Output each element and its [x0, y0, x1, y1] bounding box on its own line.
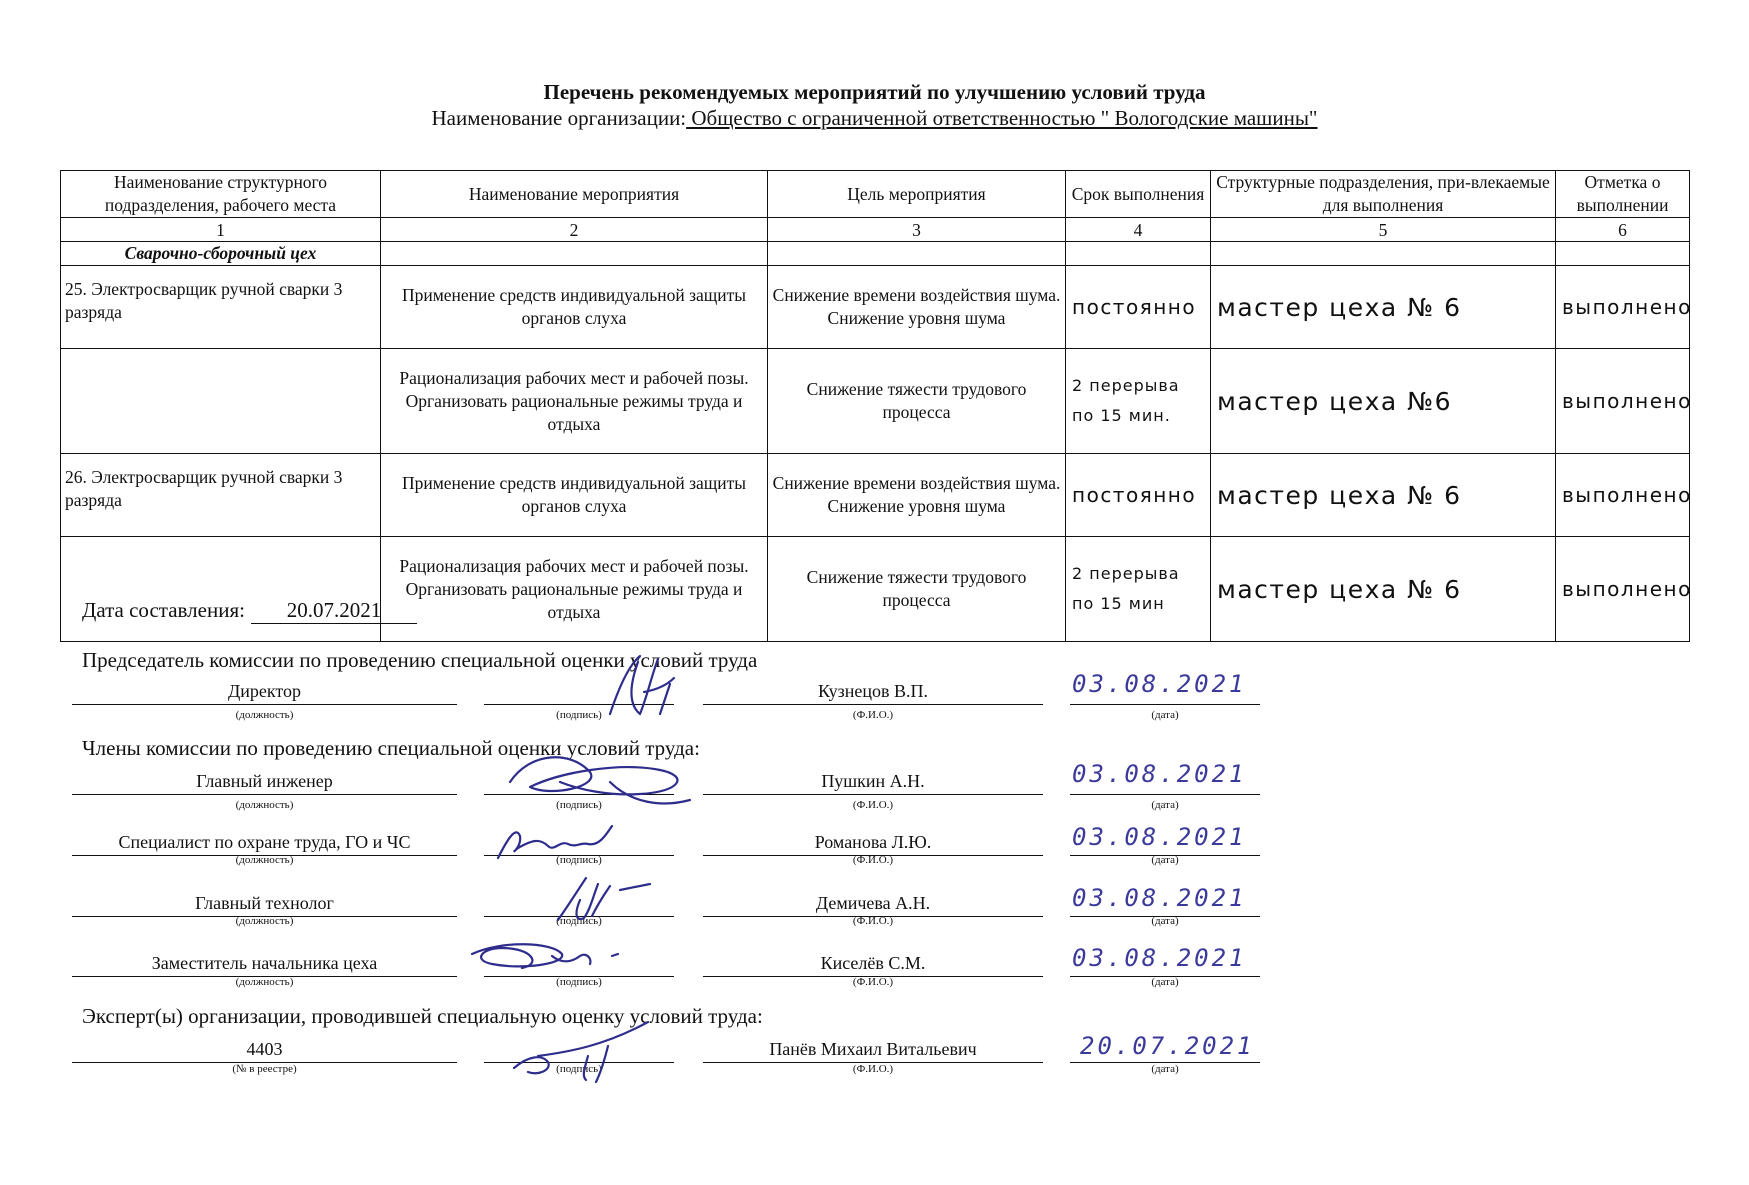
date-caption: (дата) [1151, 1063, 1179, 1075]
member-position: Специалист по охране труда, ГО и ЧС [118, 832, 411, 852]
column-header-workplace: Наименование структурного подразделения, рабочего места [61, 171, 381, 218]
goal-cell: Снижение тяжести трудового процесса [768, 537, 1066, 642]
member-signature [462, 934, 642, 984]
units-cell: мастер цеха № 6 [1211, 266, 1556, 349]
units-cell: мастер цеха № 6 [1211, 454, 1556, 537]
column-number: 2 [381, 218, 768, 242]
chairman-heading: Председатель комиссии по проведению специальной оценки условий труда [82, 648, 758, 672]
expert-name: Панёв Михаил Витальевич [769, 1039, 977, 1059]
measures-table [60, 170, 1690, 642]
member-date: 03.08.2021 [1072, 884, 1247, 912]
position-caption: (должность) [235, 915, 294, 927]
member-signature [490, 742, 700, 812]
column-number: 5 [1211, 218, 1556, 242]
column-header-mark: Отметка о выполнении [1556, 171, 1690, 218]
signature-caption: (подпись) [556, 976, 602, 988]
table-row [61, 454, 1690, 537]
member-date: 03.08.2021 [1072, 823, 1247, 851]
chairman-date: 03.08.2021 [1072, 670, 1247, 698]
column-number: 4 [1066, 218, 1211, 242]
member-name-field [703, 771, 1043, 795]
organization-line [0, 106, 1749, 131]
signature-caption: (подпись) [556, 709, 602, 721]
date-caption: (дата) [1151, 976, 1179, 988]
fio-caption: (Ф.И.О.) [852, 1063, 894, 1075]
goal-cell: Снижение тяжести трудового процесса [768, 349, 1066, 454]
section-name: Сварочно-сборочный цех [61, 242, 381, 266]
column-number: 6 [1556, 218, 1690, 242]
expert-registry-number: 4403 [246, 1039, 283, 1059]
compiled-date-value: 20.07.2021 [251, 598, 417, 624]
term-cell: 2 перерыва по 15 мин. [1066, 349, 1211, 454]
term-cell: 2 перерыва по 15 мин [1066, 537, 1211, 642]
member-name: Пушкин А.Н. [821, 771, 925, 791]
member-name-field [703, 953, 1043, 977]
column-number: 3 [768, 218, 1066, 242]
date-caption: (дата) [1151, 799, 1179, 811]
measure-cell: Рационализация рабочих мест и рабочей позы. Организовать рациональные режимы труда и отдыха [381, 349, 768, 454]
column-header-units: Структурные подразделения, при-влекаемые для выполнения [1211, 171, 1556, 218]
expert-date: 20.07.2021 [1080, 1032, 1255, 1060]
organization-name: Общество с ограниченной ответственностью " Вологодские машины" [686, 106, 1318, 130]
member-signature [550, 870, 660, 930]
members-heading: Члены комиссии по проведению специальной оценки условий труда: [82, 736, 700, 760]
column-header-goal: Цель мероприятия [768, 171, 1066, 218]
workplace-cell [61, 349, 381, 454]
table-header-row [61, 171, 1690, 218]
member-date: 03.08.2021 [1072, 760, 1247, 788]
compiled-date-line [82, 598, 417, 624]
member-position-field [72, 771, 457, 795]
expert-name-field [703, 1039, 1043, 1063]
position-caption: (должность) [235, 976, 294, 988]
chairman-name-field [703, 681, 1043, 705]
date-caption: (дата) [1151, 915, 1179, 927]
workplace-cell: 25. Электросварщик ручной сварки 3 разряда [61, 266, 381, 349]
fio-caption: (Ф.И.О.) [852, 976, 894, 988]
signature-caption: (подпись) [556, 915, 602, 927]
member-position: Главный инженер [196, 771, 333, 791]
table-row [61, 349, 1690, 454]
column-number-row [61, 218, 1690, 242]
mark-cell: выполнено [1556, 454, 1690, 537]
expert-signature [508, 1016, 658, 1086]
position-caption: (должность) [235, 854, 294, 866]
fio-caption: (Ф.И.О.) [852, 915, 894, 927]
column-number: 1 [61, 218, 381, 242]
chairman-signature [600, 654, 680, 724]
workplace-cell: 26. Электросварщик ручной сварки 3 разряда [61, 454, 381, 537]
member-signature [488, 818, 628, 868]
member-name: Романова Л.Ю. [814, 832, 932, 852]
position-caption: (должность) [235, 799, 294, 811]
chairman-name: Кузнецов В.П. [817, 681, 929, 701]
position-caption: (должность) [235, 709, 294, 721]
member-name: Киселёв С.М. [820, 953, 926, 973]
member-date: 03.08.2021 [1072, 944, 1247, 972]
member-position: Заместитель начальника цеха [151, 953, 378, 973]
fio-caption: (Ф.И.О.) [852, 709, 894, 721]
goal-cell: Снижение времени воздействия шума. Снижение уровня шума [768, 266, 1066, 349]
organization-label: Наименование организации: [431, 106, 687, 130]
measure-cell: Применение средств индивидуальной защиты органов слуха [381, 454, 768, 537]
section-row [61, 242, 1690, 266]
signature-caption: (подпись) [556, 799, 602, 811]
mark-cell: выполнено [1556, 537, 1690, 642]
mark-cell: выполнено [1556, 349, 1690, 454]
table-row [61, 537, 1690, 642]
mark-cell: выполнено [1556, 266, 1690, 349]
member-name: Демичева А.Н. [815, 893, 931, 913]
signature-caption: (подпись) [556, 854, 602, 866]
member-position-field [72, 953, 457, 977]
workplace-cell [61, 537, 381, 642]
signature-caption: (подпись) [556, 1063, 602, 1075]
date-caption: (дата) [1151, 709, 1179, 721]
experts-heading: Эксперт(ы) организации, проводившей специальную оценку условий труда: [82, 1004, 763, 1028]
member-position: Главный технолог [195, 893, 334, 913]
measure-cell: Рационализация рабочих мест и рабочей позы. Организовать рациональные режимы труда и отдыха [381, 537, 768, 642]
measure-cell: Применение средств индивидуальной защиты органов слуха [381, 266, 768, 349]
compiled-date-label: Дата составления: [82, 598, 245, 622]
table-row [61, 266, 1690, 349]
term-cell: постоянно [1066, 454, 1211, 537]
column-header-term: Срок выполнения [1066, 171, 1211, 218]
chairman-position-field [72, 681, 457, 705]
units-cell: мастер цеха № 6 [1211, 537, 1556, 642]
column-header-measure: Наименование мероприятия [381, 171, 768, 218]
term-cell: постоянно [1066, 266, 1211, 349]
fio-caption: (Ф.И.О.) [852, 799, 894, 811]
fio-caption: (Ф.И.О.) [852, 854, 894, 866]
document-title: Перечень рекомендуемых мероприятий по улучшению условий труда [543, 80, 1206, 104]
chairman-position: Директор [227, 681, 302, 701]
goal-cell: Снижение времени воздействия шума. Снижение уровня шума [768, 454, 1066, 537]
date-caption: (дата) [1151, 854, 1179, 866]
units-cell: мастер цеха №6 [1211, 349, 1556, 454]
expert-registry-field [72, 1039, 457, 1063]
registry-caption: (№ в реестре) [232, 1063, 297, 1075]
